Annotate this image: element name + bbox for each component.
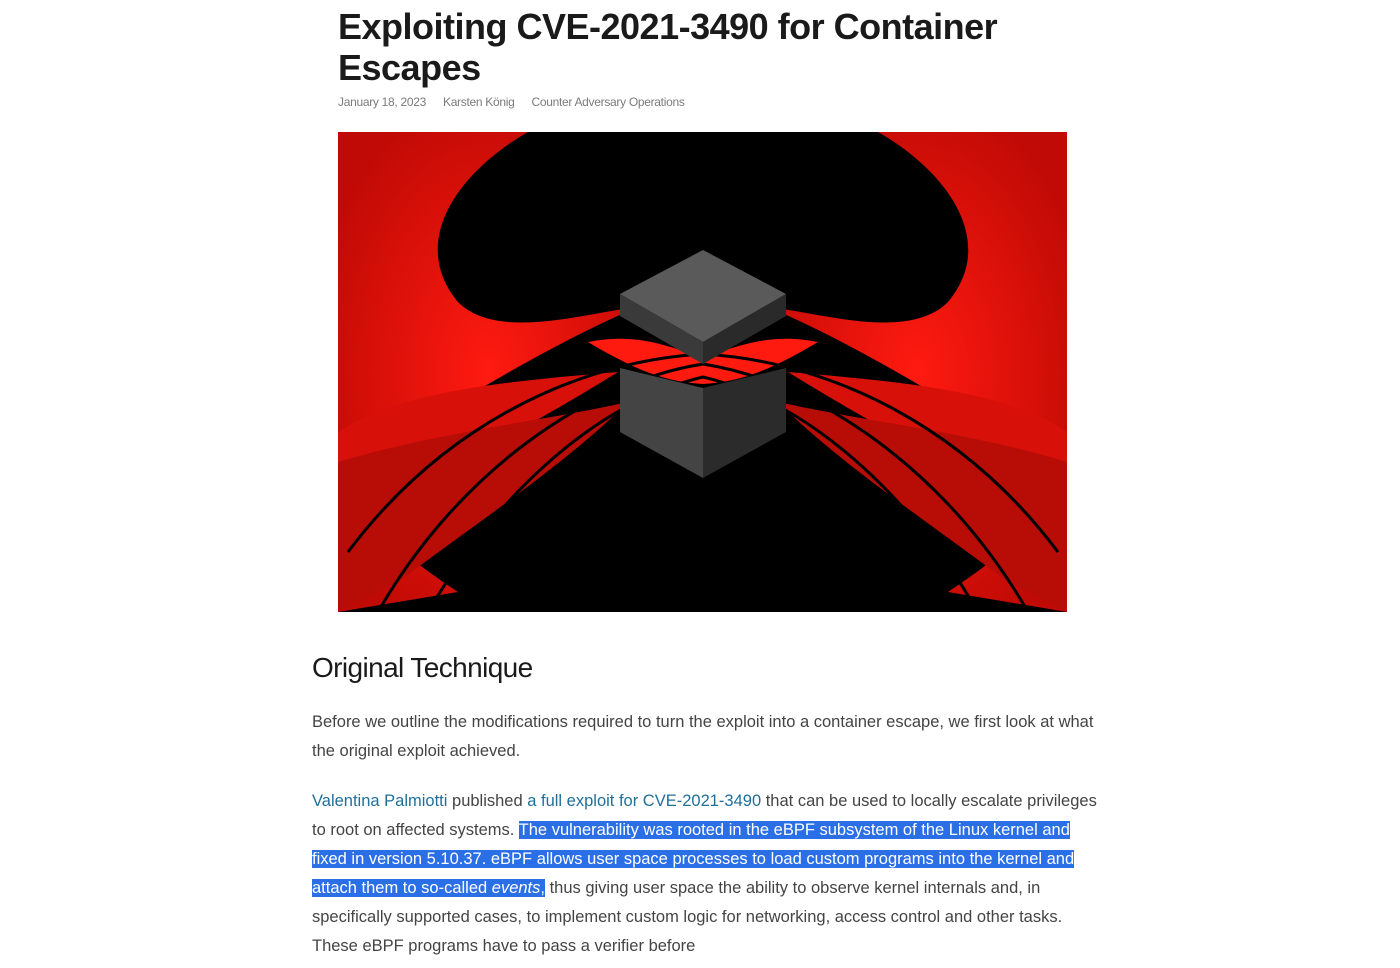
- paragraph-body: [312, 787, 1102, 961]
- article-author-link[interactable]: Karsten König: [442, 95, 515, 109]
- text-after-link: that can be used to locally escalate privileges to root on affected systems.: [312, 792, 1097, 839]
- exploit-link[interactable]: a full exploit for CVE-2021-3490: [527, 792, 762, 810]
- section-heading: Original Technique: [312, 652, 533, 683]
- selected-text-part-1: The vulnerability was rooted in the eBPF subsystem of the Linux kernel and fixed in version 5.10.37. eBPF allows user space processes to load custom programs into the kernel and attach them to so-called: [312, 821, 1075, 897]
- selected-text-part-2: ,: [540, 879, 545, 897]
- author-profile-link[interactable]: Valentina Palmiotti: [312, 792, 448, 810]
- paragraph-intro: Before we outline the modifications required to turn the exploit into a container escape, we first look at what the original exploit achieved.: [312, 713, 1094, 760]
- hero-image: [338, 132, 1067, 612]
- text-rest: thus giving user space the ability to observe kernel internals and, in specifically supported cases, to implement custom logic for networking, access control and other tasks. These eBPF programs have to pass a verifier before: [312, 879, 1063, 955]
- article-title: Exploiting CVE-2021-3490 for Container Escapes: [338, 6, 998, 88]
- article-category-link[interactable]: Counter Adversary Operations: [531, 95, 685, 109]
- article-date: January 18, 2023: [338, 95, 426, 109]
- selected-text-events: events: [491, 879, 541, 897]
- hero-illustration-icon: [338, 132, 1067, 612]
- text-published: published: [447, 792, 528, 810]
- article-meta: [338, 94, 699, 110]
